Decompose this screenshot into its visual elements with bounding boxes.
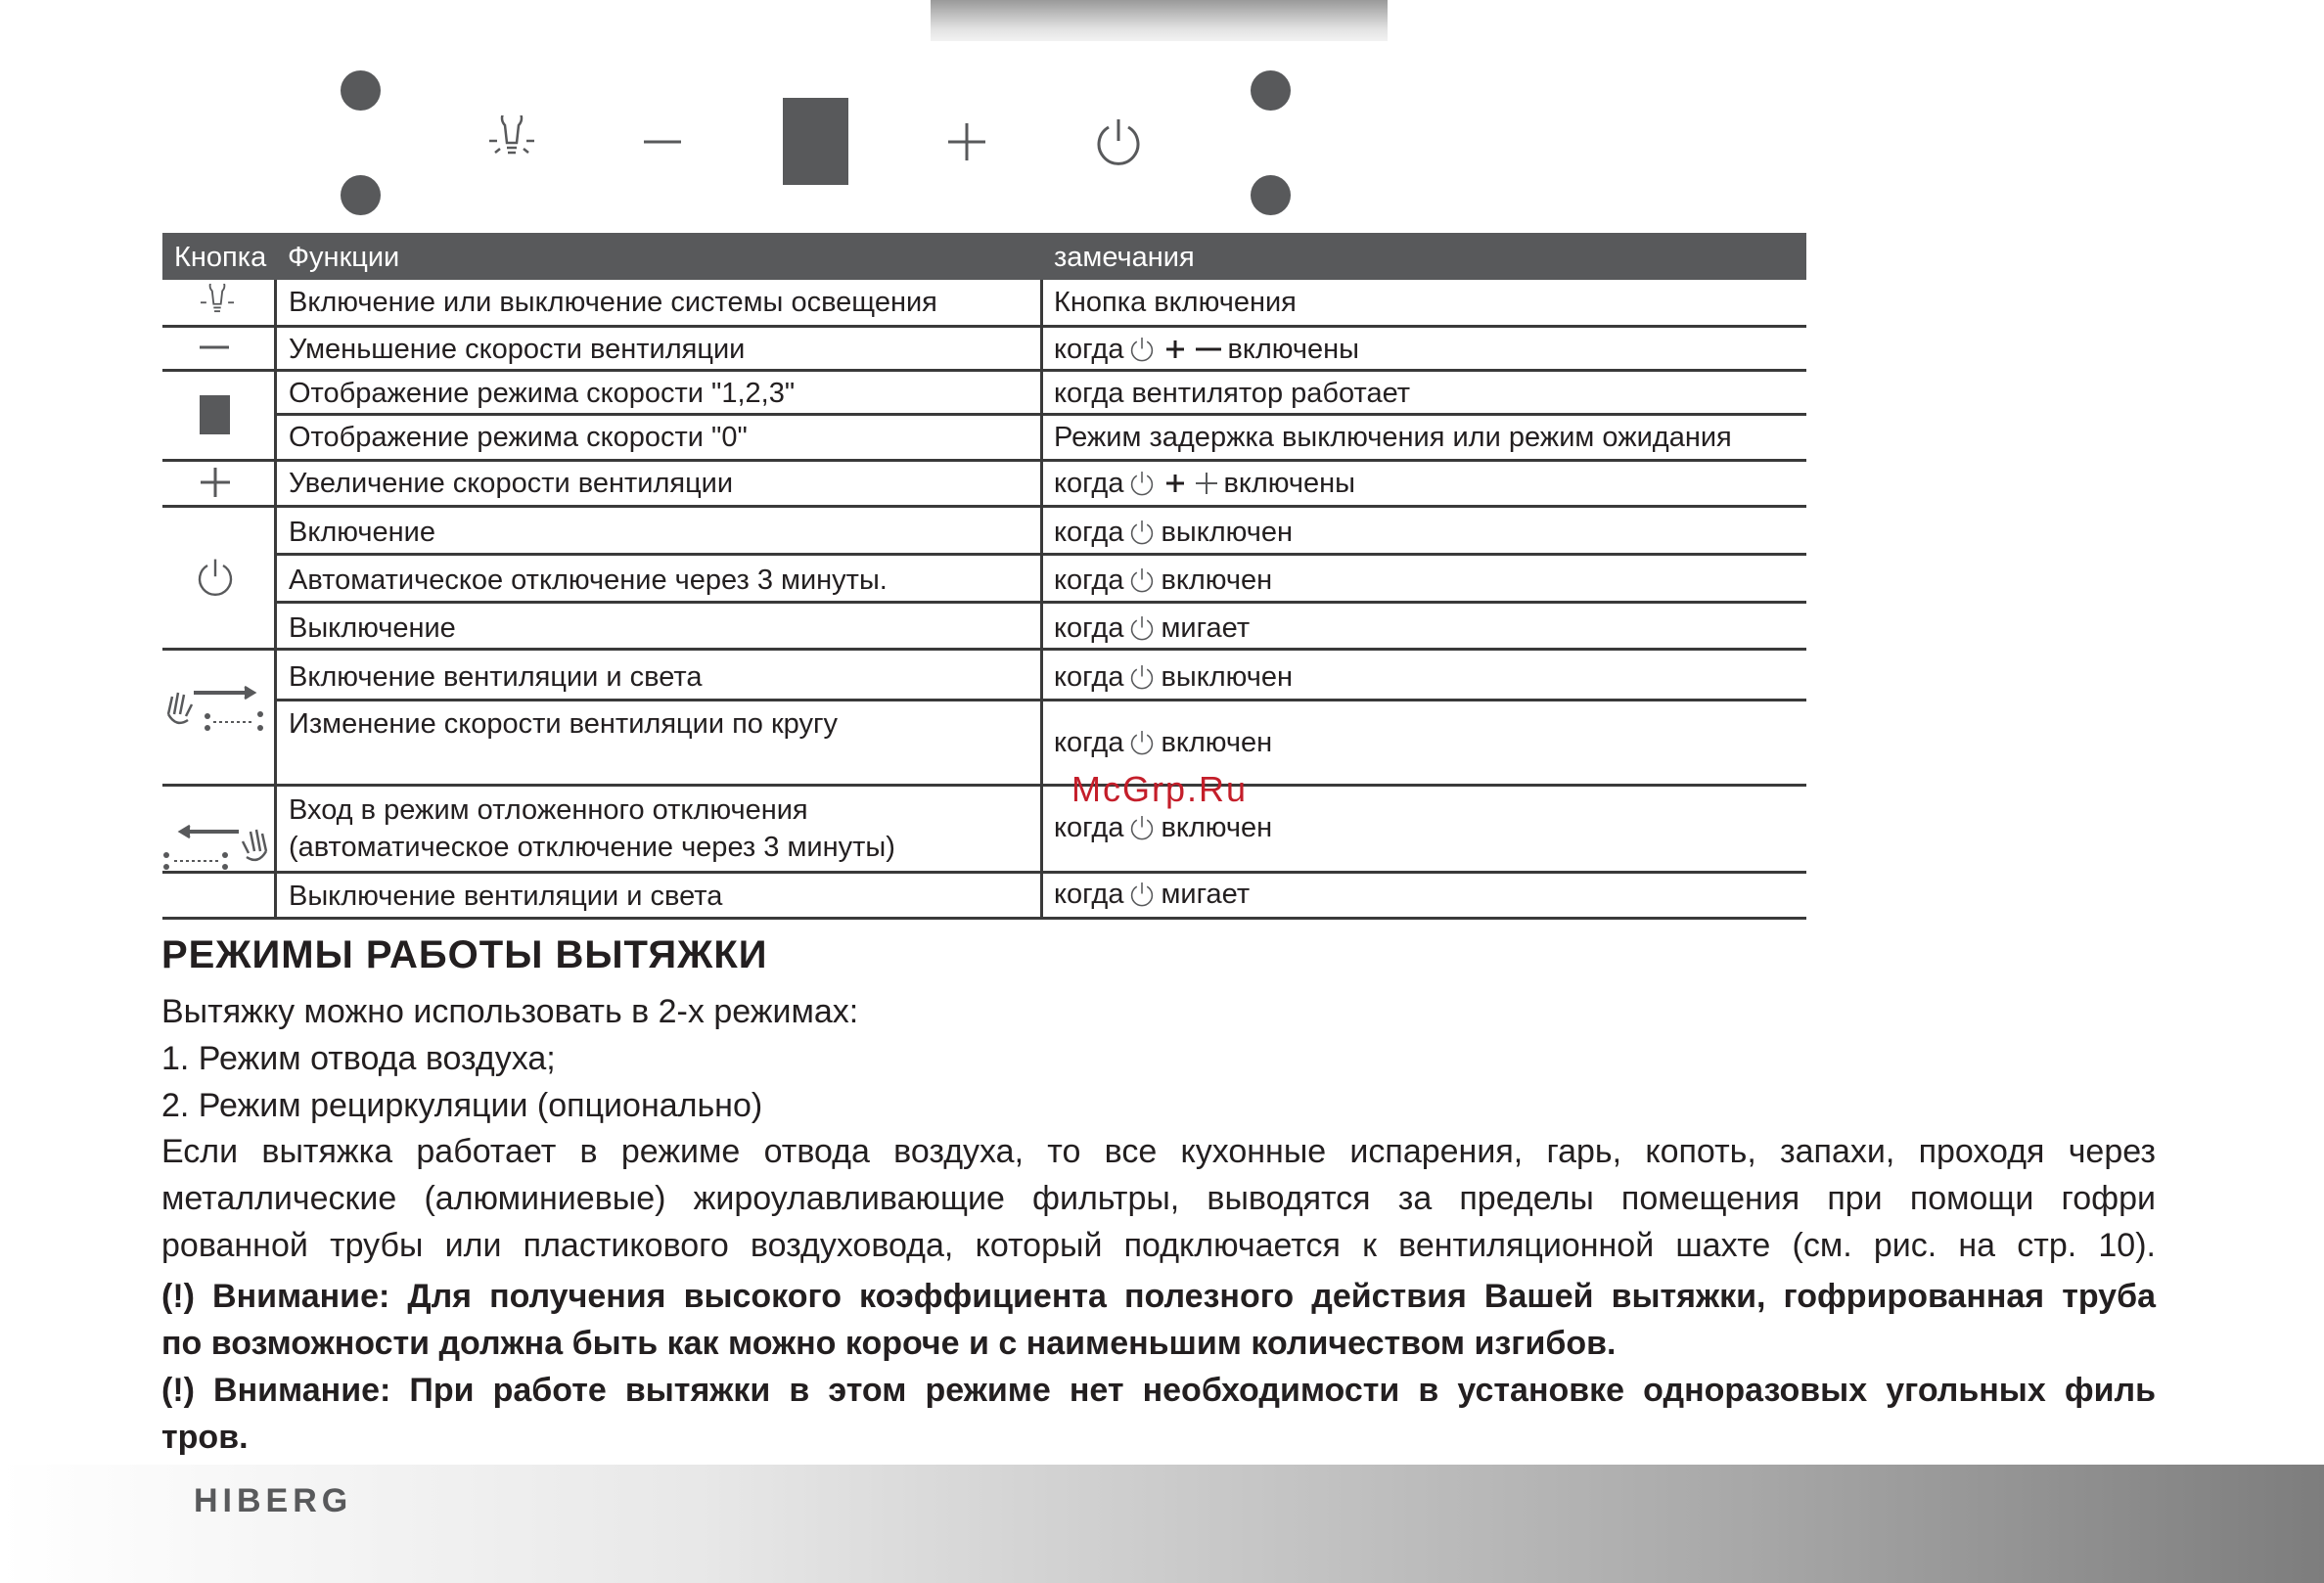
- speed-display-icon: [200, 395, 230, 434]
- note-cell: когда выключен: [1054, 517, 1294, 548]
- warning-line: по возможности должна быть как можно короче и с наименьшим количеством изгибов.: [161, 1325, 1617, 1362]
- power-icon: [1129, 567, 1155, 593]
- plus-icon: [1166, 475, 1184, 492]
- fn-cell: Автоматическое отключение через 3 минуты.: [289, 565, 888, 596]
- note-cell: когда включены: [1054, 334, 1360, 365]
- note-cell: Кнопка включения: [1054, 287, 1297, 318]
- header-functions: Функции: [288, 242, 400, 273]
- paragraph-line: металлические (алюминиевые) жироулавливающие фильтры, выводятся за пределы помещения при помощи гофри: [161, 1180, 2156, 1217]
- note-cell: когда мигает: [1054, 879, 1251, 910]
- minus-icon: [200, 344, 229, 350]
- power-icon: [1094, 117, 1143, 166]
- fn-cell: Выключение вентиляции и света: [289, 881, 723, 912]
- power-icon: [196, 558, 235, 597]
- panel-dot: [1251, 175, 1291, 215]
- plus-icon: [1166, 340, 1184, 358]
- header-button: Кнопка: [174, 242, 267, 273]
- light-bulb-icon: [196, 284, 239, 323]
- warning-line: (!) Внимание: Для получения высокого коэффициента полезного действия Вашей вытяжки, гофрированная труба: [161, 1278, 2156, 1315]
- paragraph-line: рованной трубы или пластикового воздуховода, который подключается к вентиляционной шахте (см. рис. на стр. 10).: [161, 1227, 2156, 1264]
- power-icon: [1129, 664, 1155, 690]
- note-cell: Режим задержка выключения или режим ожидания: [1054, 422, 1732, 453]
- plus-icon: [201, 468, 230, 497]
- minus-icon: [644, 137, 681, 147]
- minus-icon: [1196, 346, 1221, 352]
- fn-cell: Отображение режима скорости "0": [289, 422, 748, 453]
- power-icon: [1129, 815, 1155, 840]
- watermark: McGrp.Ru: [1071, 769, 1249, 809]
- note-cell: когда включен: [1054, 727, 1273, 758]
- note-cell: когда включен: [1054, 812, 1273, 843]
- mode-item: 2. Режим рециркуляции (опционально): [161, 1087, 763, 1124]
- section-title: РЕЖИМЫ РАБОТЫ ВЫТЯЖКИ: [161, 933, 768, 976]
- fn-cell: Изменение скорости вентиляции по кругу: [289, 708, 839, 740]
- speed-display: [783, 98, 848, 185]
- power-icon: [1129, 615, 1155, 641]
- swipe-right-gesture-icon: [164, 685, 270, 740]
- warning-line: (!) Внимание: При работе вытяжки в этом режиме нет необходимости в установке одноразовых угольных филь: [161, 1372, 2156, 1409]
- header-notes: замечания: [1054, 242, 1195, 273]
- power-icon: [1129, 337, 1155, 362]
- power-icon: [1129, 730, 1155, 755]
- note-cell: когда мигает: [1054, 612, 1251, 644]
- fn-cell: Увеличение скорости вентиляции: [289, 468, 734, 499]
- warning-line: тров.: [161, 1419, 249, 1456]
- table-header: [162, 233, 1806, 280]
- fn-cell: Уменьшение скорости вентиляции: [289, 334, 746, 365]
- note-cell: когда вентилятор работает: [1054, 378, 1411, 409]
- fn-cell: Включение или выключение системы освещения: [289, 287, 937, 318]
- power-icon: [1129, 471, 1155, 496]
- fn-cell: Выключение: [289, 612, 456, 644]
- intro-text: Вытяжку можно использовать в 2-х режимах:: [161, 993, 859, 1030]
- fn-cell: (автоматическое отключение через 3 минуты): [289, 832, 895, 863]
- power-icon: [1129, 520, 1155, 545]
- swipe-left-gesture-icon: [160, 822, 270, 877]
- top-tab: [931, 0, 1388, 41]
- fn-cell: Включение: [289, 517, 435, 548]
- light-bulb-icon: [485, 115, 538, 168]
- note-cell: когда включен: [1054, 565, 1273, 596]
- paragraph-line: Если вытяжка работает в режиме отвода воздуха, то все кухонные испарения, гарь, копоть, запахи, проходя через: [161, 1133, 2156, 1170]
- plus-icon: [1196, 473, 1217, 494]
- panel-dot: [1251, 70, 1291, 111]
- fn-cell: Вход в режим отложенного отключения: [289, 794, 808, 826]
- power-icon: [1129, 882, 1155, 907]
- fn-cell: Включение вентиляции и света: [289, 661, 703, 693]
- mode-item: 1. Режим отвода воздуха;: [161, 1040, 556, 1077]
- note-cell: когда включены: [1054, 468, 1356, 499]
- panel-dot: [341, 175, 381, 215]
- plus-icon: [948, 123, 985, 160]
- brand-logo: HIBERG: [194, 1482, 353, 1519]
- fn-cell: Отображение режима скорости "1,2,3": [289, 378, 796, 409]
- panel-dot: [341, 70, 381, 111]
- note-cell: когда выключен: [1054, 661, 1294, 693]
